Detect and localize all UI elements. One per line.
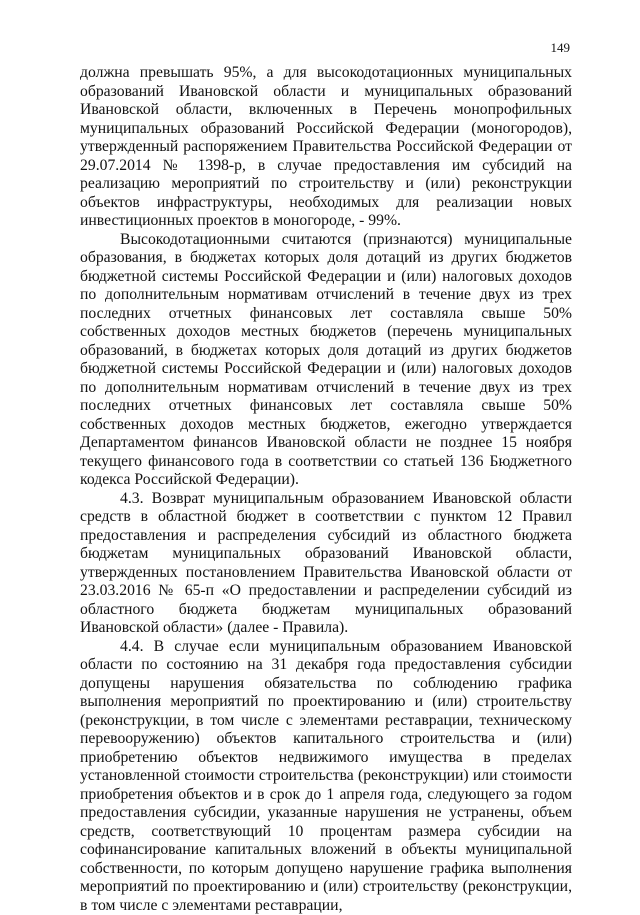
document-body (80, 64, 572, 915)
paragraph-high-subsidy-definition: Высокодотационными считаются (признаются) муниципальные образования, в бюджетах которых доля дотаций из других бюджетов бюджетной системы Российской Федерации и (или) налоговых доходов по дополнительным нормативам отчислений в течение двух из трех последних отчетных финансовых лет составляла свыше 50% собственных доходов местных бюджетов (перечень муниципальных образований, в бюджетах которых доля дотаций из других бюджетов бюджетной системы Российской Федерации и (или) налоговых доходов по дополнительным нормативам отчислений в течение двух из трех последних отчетных финансовых лет составляла свыше 50% собственных доходов местных бюджетов, ежегодно утверждается Департаментом финансов Ивановской области не позднее 15 ноября текущего финансового года в соответствии со статьей 136 Бюджетного кодекса Российской Федерации). (80, 231, 572, 490)
paragraph-clause-4-3: 4.3. Возврат муниципальным образованием Ивановской области средств в областной бюджет в соответствии с пунктом 12 Правил предоставления и распределения субсидий из областного бюджета бюджетам муниципальных образований Ивановской области, утвержденных постановлением Правительства Ивановской области от 23.03.2016 № 65-п «О предоставлении и распределении субсидий из областного бюджета бюджетам муниципальных образований Ивановской области» (далее - Правила). (80, 490, 572, 638)
page-number: 149 (551, 40, 571, 56)
paragraph-clause-4-4: 4.4. В случае если муниципальным образованием Ивановской области по состоянию на 31 декабря года предоставления субсидии допущены нарушения обязательства по соблюдению графика выполнения мероприятий по проектированию и (или) строительству (реконструкции, в том числе с элементами реставрации, техническому перевооружению) объектов капитального строительства и (или) приобретению объектов недвижимого имущества в пределах установленной стоимости строительства (реконструкции) или стоимости приобретения объектов и в срок до 1 апреля года, следующего за годом предоставления субсидии, указанные нарушения не устранены, объем средств, соответствующий 10 процентам размера субсидии на софинансирование капитальных вложений в объекты муниципальной собственности, по которым допущено нарушение графика выполнения мероприятий по проектированию и (или) строительству (реконструкции, в том числе с элементами реставрации, (80, 638, 572, 915)
paragraph-continuation: должна превышать 95%, а для высокодотационных муниципальных образований Ивановской области и муниципальных образований Ивановской области, включенных в Перечень монопрофильных муниципальных образований Российской Федерации (моногородов), утвержденный распоряжением Правительства Российской Федерации от 29.07.2014 № 1398-р, в случае предоставления им субсидий на реализацию мероприятий по строительству и (или) реконструкции объектов инфраструктуры, необходимых для реализации новых инвестиционных проектов в моногороде, - 99%. (80, 64, 572, 231)
